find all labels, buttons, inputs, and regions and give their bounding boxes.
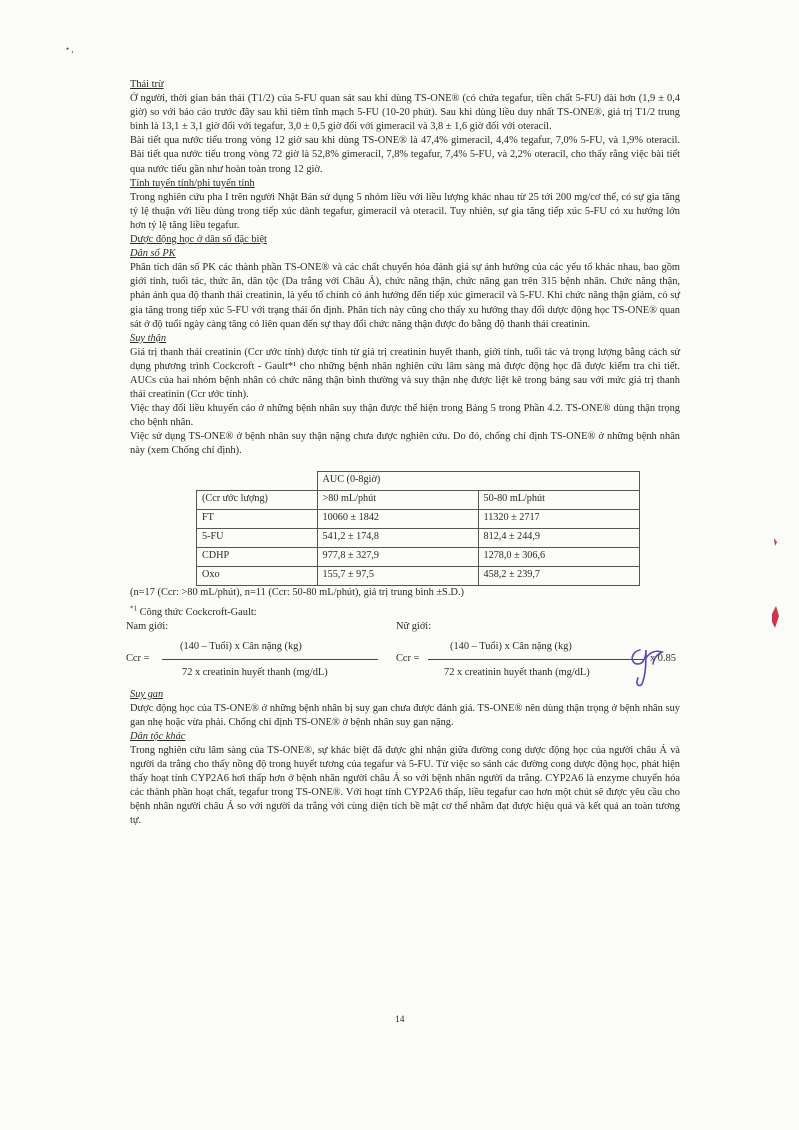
table-row xyxy=(197,528,640,547)
elimination-paragraph-1: Ở người, thời gian bán thải (T1/2) của 5-FU quan sát sau khi dùng TS-ONE® (có chứa tegafur, tiền chất 5-FU) dài hơn (1,9 ± 0,4 giờ) so với báo cáo trước đây sau khi tiêm tĩnh mạch 5-FU (10-20 phút). Sau khi dùng liều duy nhất TS-ONE®, giá trị T1/2 trung bình là 13,1 ± 3,1 giờ đối với tegafur, 3,0 ± 0,5 giờ đối với gimeracil và 3,8 ± 1,6 giờ đối với oteracil. xyxy=(130,93,680,133)
handwritten-initials-signature xyxy=(626,640,670,690)
ethnic-heading: Dân tộc khác xyxy=(130,730,186,742)
male-label: Nam giới: xyxy=(126,620,169,632)
male-ccr-lhs: Ccr = xyxy=(126,652,150,664)
renal-paragraph-3: Việc sử dụng TS-ONE® ở bệnh nhân suy thận nặng chưa được nghiên cứu. Do đó, chống chỉ định TS-ONE® ở những bệnh nhân này (xem Chống chỉ định). xyxy=(130,431,680,457)
renal-paragraph-1: Giá trị thanh thải creatinin (Ccr ước tính) được tính từ giá trị creatinin huyết thanh, giới tính, tuổi tác và trọng lượng bằng cách sử dụng phương trình Cockcroft - Gault*¹ cho những bệnh nhân nghiên cứu lâm sàng mà được động học đã được kiểm tra chi tiết. AUCs của hai nhóm bệnh nhân có chức năng thận bình thường và suy thận nhẹ được liệt kê trong bảng sau với mức giá trị thanh thải creatinin (Ccr ước tính). xyxy=(130,346,680,401)
female-numerator: (140 – Tuổi) x Cân nặng (kg) xyxy=(450,640,572,652)
page-number: 14 xyxy=(395,1015,405,1025)
column-header: (Ccr ước lượng) xyxy=(197,490,318,509)
ethnic-paragraph: Trong nghiên cứu lâm sàng của TS-ONE®, sự khác biệt đã được ghi nhận giữa đường cong dược động học của người châu Á và người da trắng cho thấy nồng độ trong huyết tương của tegafur và 5-FU. Từ việc so sánh các đường cong dược động học, phát hiện thấy hoạt tính CYP2A6 hơi thấp hơn ở bệnh nhân người châu Á so với bệnh nhân người da trắng. CYP2A6 là enzyme chuyển hóa các thành phần hoạt chất, tegafur trong TS-ONE®. Với hoạt tính CYP2A6 thấp, liều tegafur cao hơn một chút sẽ được yêu cầu cho bệnh nhân người châu Á so với người da trắng với cùng diện tích bề mặt cơ thể nhằm đạt được hiệu quả và kết quả an toàn tương tự. xyxy=(130,745,680,827)
cockcroft-gault-formula xyxy=(126,604,680,688)
male-fraction-bar xyxy=(162,659,378,660)
table-cell: CDHP xyxy=(197,547,318,566)
table-note: (n=17 (Ccr: >80 mL/phút), n=11 (Ccr: 50-80 mL/phút), giá trị trung bình ±S.D.) xyxy=(130,586,464,598)
male-numerator: (140 – Tuổi) x Cân nặng (kg) xyxy=(180,640,302,652)
elimination-heading: Thải trừ xyxy=(130,79,164,90)
elimination-paragraph-2: Bài tiết qua nước tiểu trong vòng 12 giờ sau khi dùng TS-ONE® là 47,4% gimeracil, 4,4% tegafur, 7,0% 5-FU, và 1,9% oteracil. Bài tiết qua nước tiểu trong vòng 72 giờ là 52,8% gimeracil, 7,8% tegafur, 7,4% 5-FU, và 2,2% oteracil, cho thấy rằng việc bài tiết qua nước tiểu gần như hoàn toàn trong 12 giờ. xyxy=(130,135,680,175)
renal-paragraph-2: Việc thay đổi liều khuyến cáo ở những bệnh nhân suy thận được thể hiện trong Bảng 5 trong Phần 4.2. TS-ONE® dùng thận trọng cho bệnh nhân. xyxy=(130,403,680,429)
table-cell: 458,2 ± 239,7 xyxy=(478,566,639,585)
column-header: 50-80 mL/phút xyxy=(478,490,639,509)
hepatic-heading: Suy gan xyxy=(130,688,164,700)
popk-paragraph: Phân tích dân số PK các thành phần TS-ONE® và các chất chuyển hóa đánh giá sự ảnh hưởng của các yếu tố khác nhau, bao gồm giới tính, tuổi tác, thức ăn, dân tộc (Da trắng với Châu Á), chức năng thận, chức năng gan trên 315 bệnh nhân. Chức năng thận, phản ánh qua độ thanh thải creatinin, là yếu tố chính có ảnh hưởng đến tiếp xúc gimeracil và 5-FU. Khi chức năng thận giảm, có sự gia tăng trong tiếp xúc 5-FU với trạng thái ổn định. Phân tích này cũng cho thấy xu hướng thay đổi dược động học TS-ONE® quan sát ở độ tuổi ngày càng tăng có liên quan đến sự thay đổi chức năng thận được đo bằng độ thanh thải creatinin. xyxy=(130,262,680,330)
auc-table xyxy=(196,471,640,586)
table-row xyxy=(197,547,640,566)
table-cell: 155,7 ± 97,5 xyxy=(317,566,478,585)
scan-speck: • , xyxy=(66,44,74,54)
table-cell: FT xyxy=(197,509,318,528)
formula-title: Công thức Cockcroft-Gault: xyxy=(139,606,257,618)
male-denominator: 72 x creatinin huyết thanh (mg/dL) xyxy=(182,666,328,678)
table-row xyxy=(197,471,640,490)
table-cell: 541,2 ± 174,8 xyxy=(317,528,478,547)
female-denominator: 72 x creatinin huyết thanh (mg/dL) xyxy=(444,666,590,678)
female-fraction-bar xyxy=(428,659,644,660)
table-row xyxy=(197,509,640,528)
footnote-marker: *1 xyxy=(130,604,137,613)
table-cell: 977,8 ± 327,9 xyxy=(317,547,478,566)
column-header: >80 mL/phút xyxy=(317,490,478,509)
page-content xyxy=(126,78,680,829)
table-row xyxy=(197,566,640,585)
renal-heading: Suy thận xyxy=(130,332,167,344)
table-cell: 10060 ± 1842 xyxy=(317,509,478,528)
table-cell: 1278,0 ± 306,6 xyxy=(478,547,639,566)
linearity-paragraph: Trong nghiên cứu pha I trên người Nhật Bản sử dụng 5 nhóm liều với liều lượng khác nhau từ 25 tới 200 mg/cơ thể, có sự gia tăng tỷ lệ thuận với liều dùng trong tiếp xúc dành tegafur, gimeracil và oteracil. Tuy nhiên, sự gia tăng tiếp xúc 5-FU có xu hướng lớn hơn tỷ lệ tăng liều tegafur. xyxy=(130,191,680,231)
table-cell: 812,4 ± 244,9 xyxy=(478,528,639,547)
linearity-heading: Tính tuyến tính/phi tuyến tính xyxy=(130,177,255,189)
table-cell: 11320 ± 2717 xyxy=(478,509,639,528)
special-populations-heading: Dược động học ở dân số đặc biệt xyxy=(130,234,267,246)
female-label: Nữ giới: xyxy=(396,620,432,632)
auc-group-header: AUC (0-8giờ) xyxy=(317,471,639,490)
table-row xyxy=(197,490,640,509)
hepatic-paragraph: Dược động học của TS-ONE® ở những bệnh nhân bị suy gan chưa được đánh giá. TS-ONE® nên dùng thận trọng ở bệnh nhân suy gan nhẹ hoặc vừa phải. Chống chỉ định TS-ONE® ở bệnh nhân suy gan nặng. xyxy=(130,702,680,728)
table-cell: Oxo xyxy=(197,566,318,585)
female-factor: x 0.85 xyxy=(650,652,676,664)
table-cell: 5-FU xyxy=(197,528,318,547)
stamp-edge-marks xyxy=(768,536,782,636)
female-ccr-lhs: Ccr = xyxy=(396,652,420,664)
popk-heading: Dân số PK xyxy=(130,248,176,260)
